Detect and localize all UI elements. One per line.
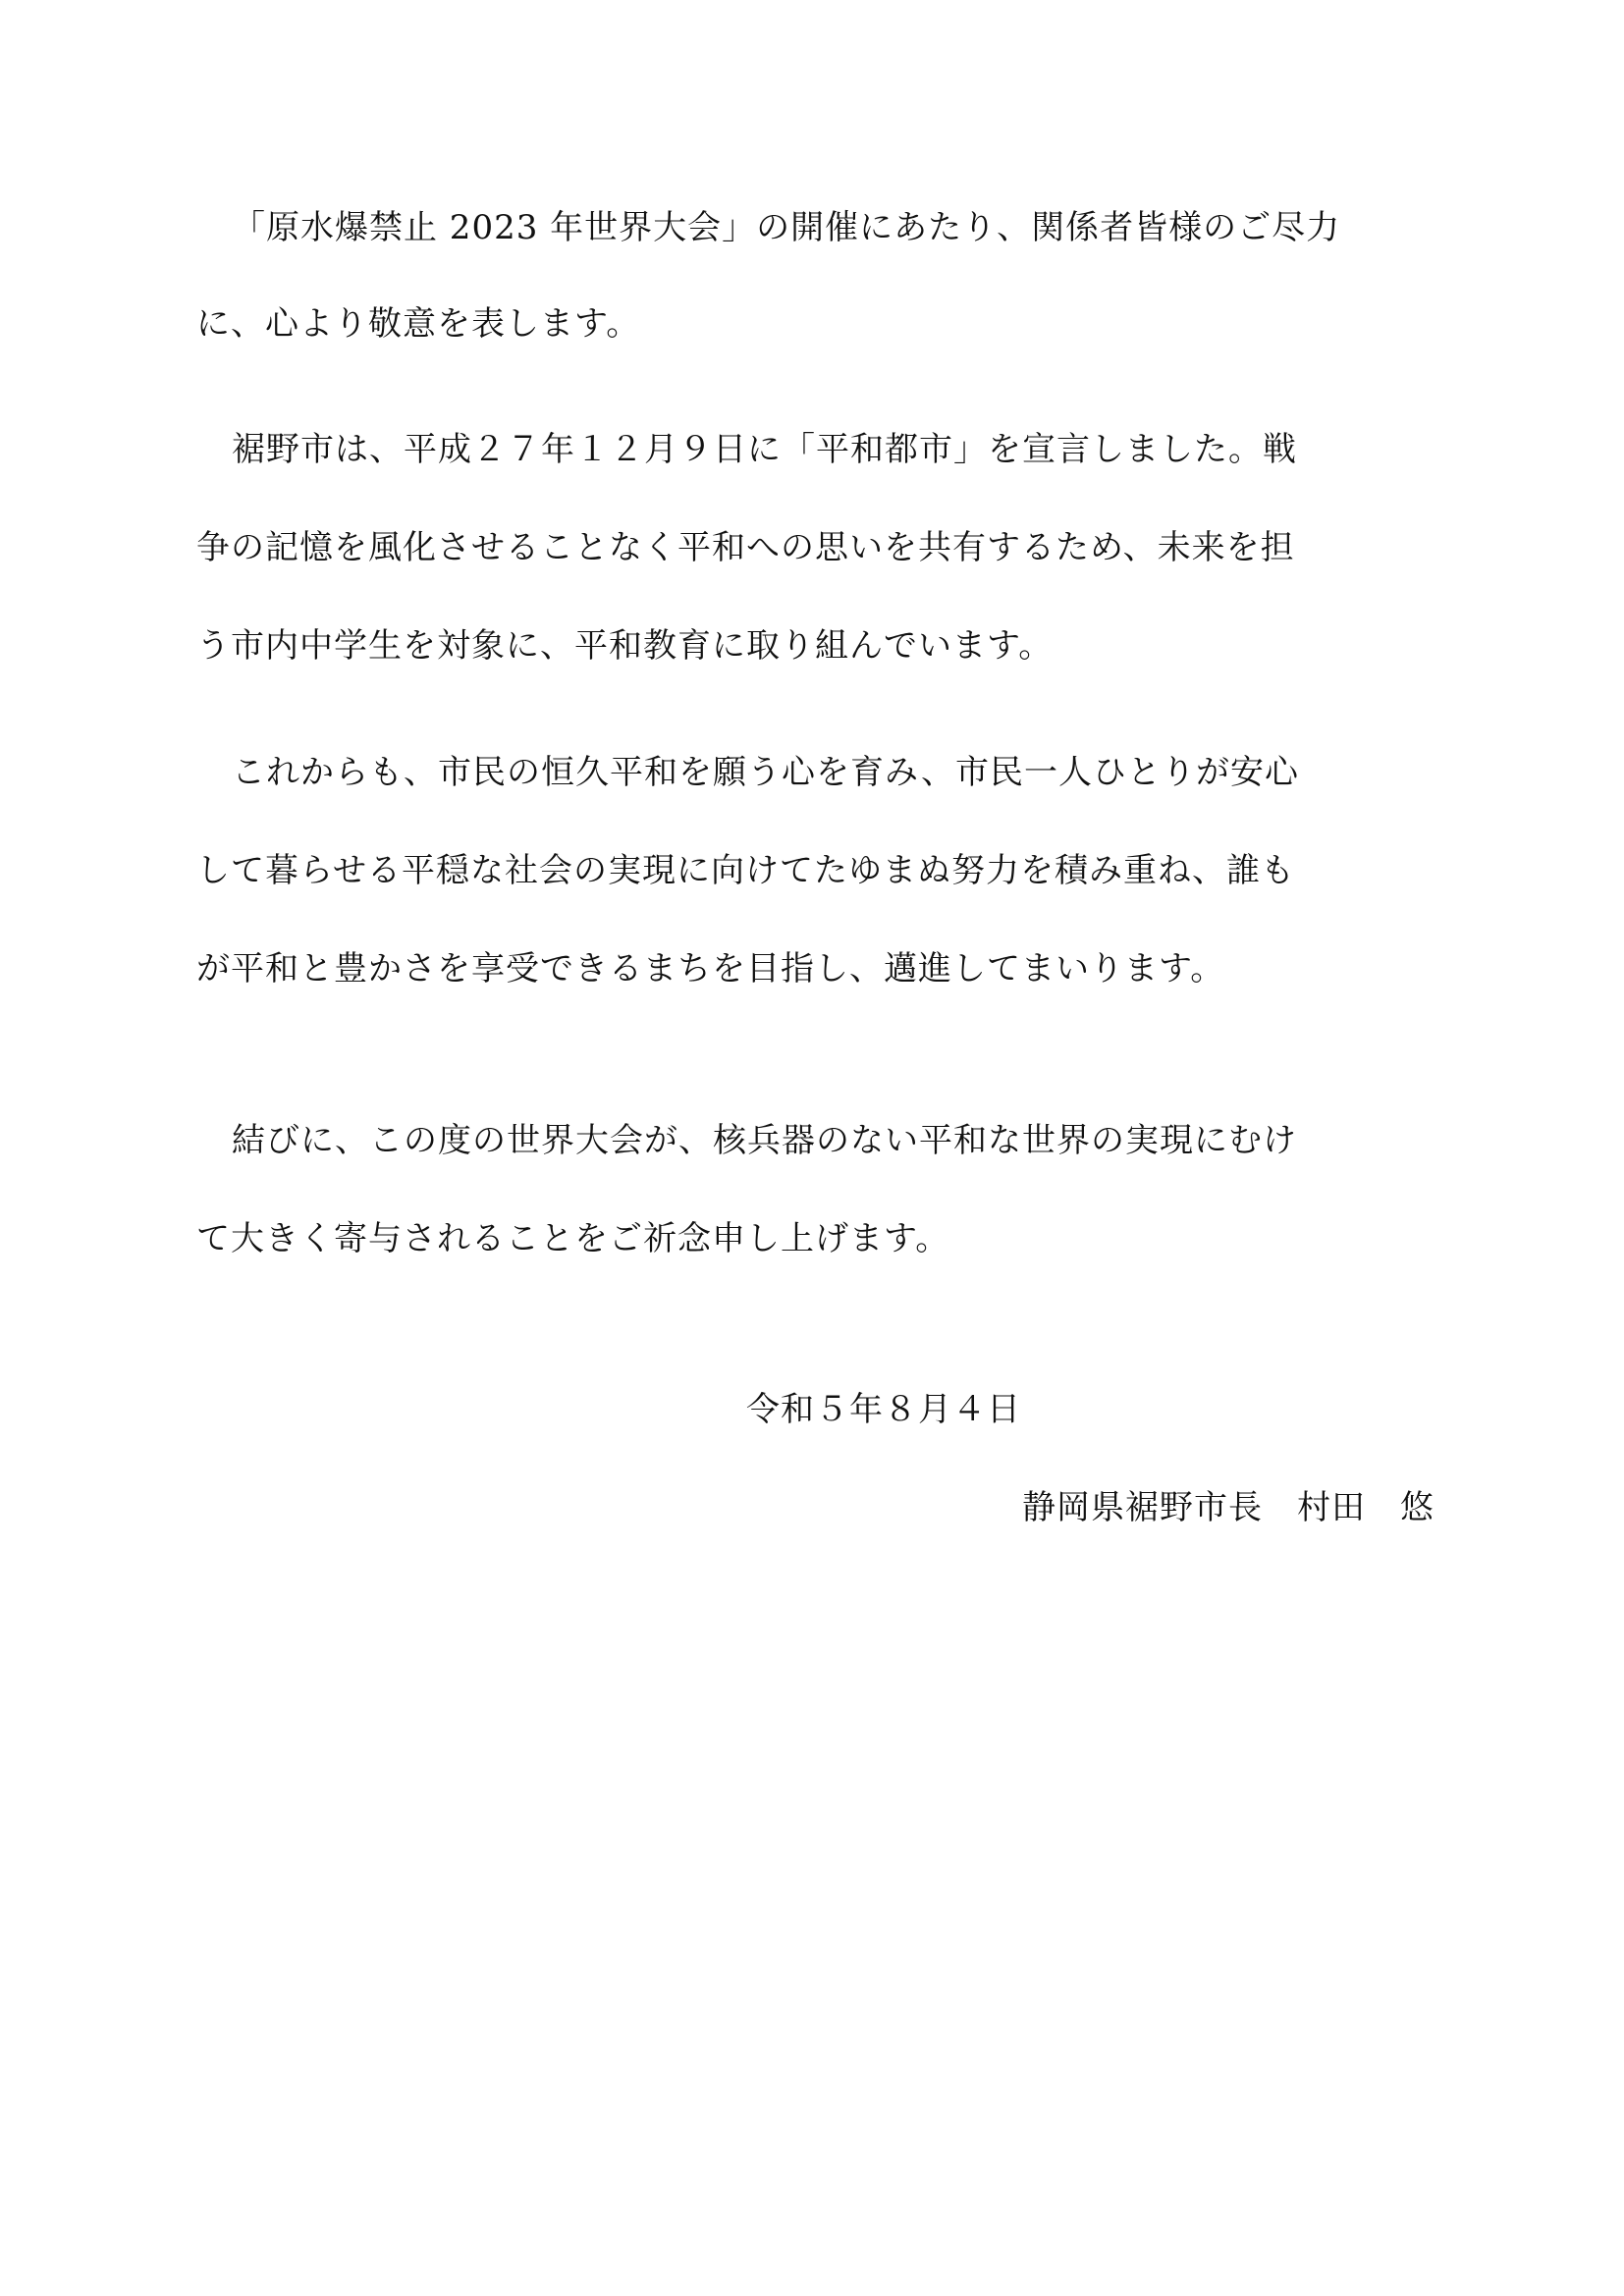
paragraph-2-line-2: 争の記憶を風化させることなく平和への思いを共有するため、未来を担 [196, 528, 1295, 567]
document-signature: 静岡県裾野市長 村田 悠 [1022, 1488, 1435, 1527]
paragraph-4-line-2: て大きく寄与されることをご祈念申し上げます。 [196, 1219, 950, 1258]
paragraph-2-line-3: う市内中学生を対象に、平和教育に取り組んでいます。 [196, 626, 1054, 666]
paragraph-3-line-2: して暮らせる平穏な社会の実現に向けてたゆまぬ努力を積み重ね、誰も [196, 851, 1295, 890]
paragraph-2-line-1: 裾野市は、平成２７年１２月９日に「平和都市」を宣言しました。戦 [232, 430, 1297, 469]
paragraph-1-line-1: 「原水爆禁止 2023 年世界大会」の開催にあたり、関係者皆様のご尽力 [232, 208, 1341, 247]
document-date: 令和５年８月４日 [746, 1390, 1021, 1429]
paragraph-1-line-2: に、心より敬意を表します。 [196, 304, 641, 344]
paragraph-3-line-1: これからも、市民の恒久平和を願う心を育み、市民一人ひとりが安心 [232, 753, 1300, 792]
paragraph-3-line-3: が平和と豊かさを享受できるまちを目指し、邁進してまいります。 [196, 949, 1225, 988]
paragraph-4-line-1: 結びに、この度の世界大会が、核兵器のない平和な世界の実現にむけ [232, 1121, 1297, 1160]
